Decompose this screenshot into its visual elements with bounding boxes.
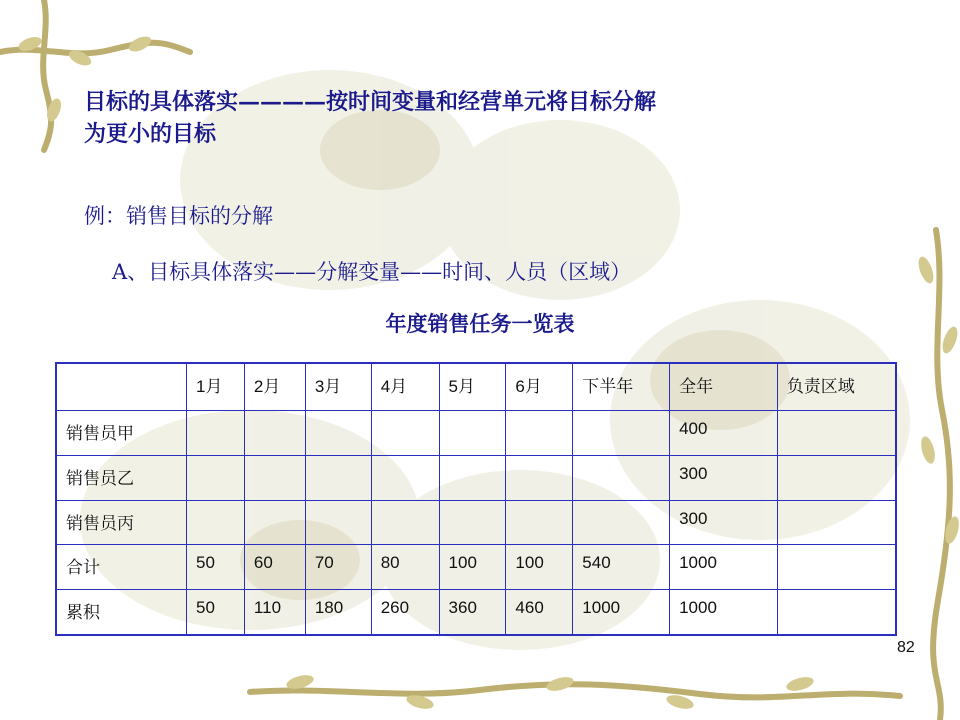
table-header-row [56, 363, 896, 410]
slide-heading [84, 86, 804, 150]
table-cell: 460 [506, 590, 573, 635]
table-cell: 50 [187, 590, 245, 635]
table-cell: 50 [187, 545, 245, 590]
table-cell: 60 [244, 545, 305, 590]
table-cell: 110 [244, 590, 305, 635]
table-cell [305, 500, 371, 545]
table-cell: 累积 [56, 590, 187, 635]
table-header-cell: 3月 [305, 363, 371, 410]
table-cell: 销售员丙 [56, 500, 187, 545]
table-cell: 100 [439, 545, 506, 590]
table-cell [371, 455, 439, 500]
table-cell: 260 [371, 590, 439, 635]
table-cell: 100 [506, 545, 573, 590]
table-header-cell: 下半年 [573, 363, 670, 410]
table-row [56, 455, 896, 500]
sales-task-table [55, 362, 897, 636]
table-row [56, 545, 896, 590]
page-number: 82 [897, 639, 915, 656]
table-row [56, 590, 896, 635]
table-cell [777, 500, 896, 545]
table-header-cell: 1月 [187, 363, 245, 410]
subheading: A、目标具体落实——分解变量——时间、人员（区域） [112, 260, 632, 284]
table-cell [439, 410, 506, 455]
heading-line-1: 目标的具体落实————按时间变量和经营单元将目标分解 [84, 89, 657, 115]
table-cell [777, 545, 896, 590]
table-cell: 销售员乙 [56, 455, 187, 500]
table-cell: 70 [305, 545, 371, 590]
table-cell: 1000 [670, 545, 778, 590]
table-cell [305, 410, 371, 455]
table-header-cell [56, 363, 187, 410]
table-cell: 销售员甲 [56, 410, 187, 455]
table-cell: 400 [670, 410, 778, 455]
table-cell [244, 410, 305, 455]
table-cell: 300 [670, 455, 778, 500]
table-cell [187, 455, 245, 500]
table-cell: 合计 [56, 545, 187, 590]
table-header-cell: 全年 [670, 363, 778, 410]
table-cell [439, 500, 506, 545]
table-row [56, 410, 896, 455]
table-cell [506, 455, 573, 500]
table-cell [506, 500, 573, 545]
table-title: 年度销售任务一览表 [385, 311, 575, 336]
table-header-cell: 负责区域 [777, 363, 896, 410]
table-cell: 80 [371, 545, 439, 590]
table-cell: 1000 [573, 590, 670, 635]
table-cell [573, 410, 670, 455]
table-cell [777, 410, 896, 455]
table-cell [439, 455, 506, 500]
table-cell [187, 410, 245, 455]
table-cell [573, 500, 670, 545]
table-cell [371, 410, 439, 455]
table-header-cell: 6月 [506, 363, 573, 410]
table-cell: 300 [670, 500, 778, 545]
table-header-cell: 5月 [439, 363, 506, 410]
table-cell [371, 500, 439, 545]
example-text: 例：销售目标的分解 [84, 204, 273, 228]
table-cell [244, 500, 305, 545]
table-cell [187, 500, 245, 545]
table-header-cell: 4月 [371, 363, 439, 410]
table-header-cell: 2月 [244, 363, 305, 410]
table-cell [777, 590, 896, 635]
table-cell [506, 410, 573, 455]
heading-line-2: 为更小的目标 [84, 121, 217, 147]
table-cell [244, 455, 305, 500]
table-cell: 180 [305, 590, 371, 635]
table-row [56, 500, 896, 545]
table-cell [777, 455, 896, 500]
table-cell [305, 455, 371, 500]
table-cell: 1000 [670, 590, 778, 635]
table-cell: 360 [439, 590, 506, 635]
table-cell: 540 [573, 545, 670, 590]
table-cell [573, 455, 670, 500]
